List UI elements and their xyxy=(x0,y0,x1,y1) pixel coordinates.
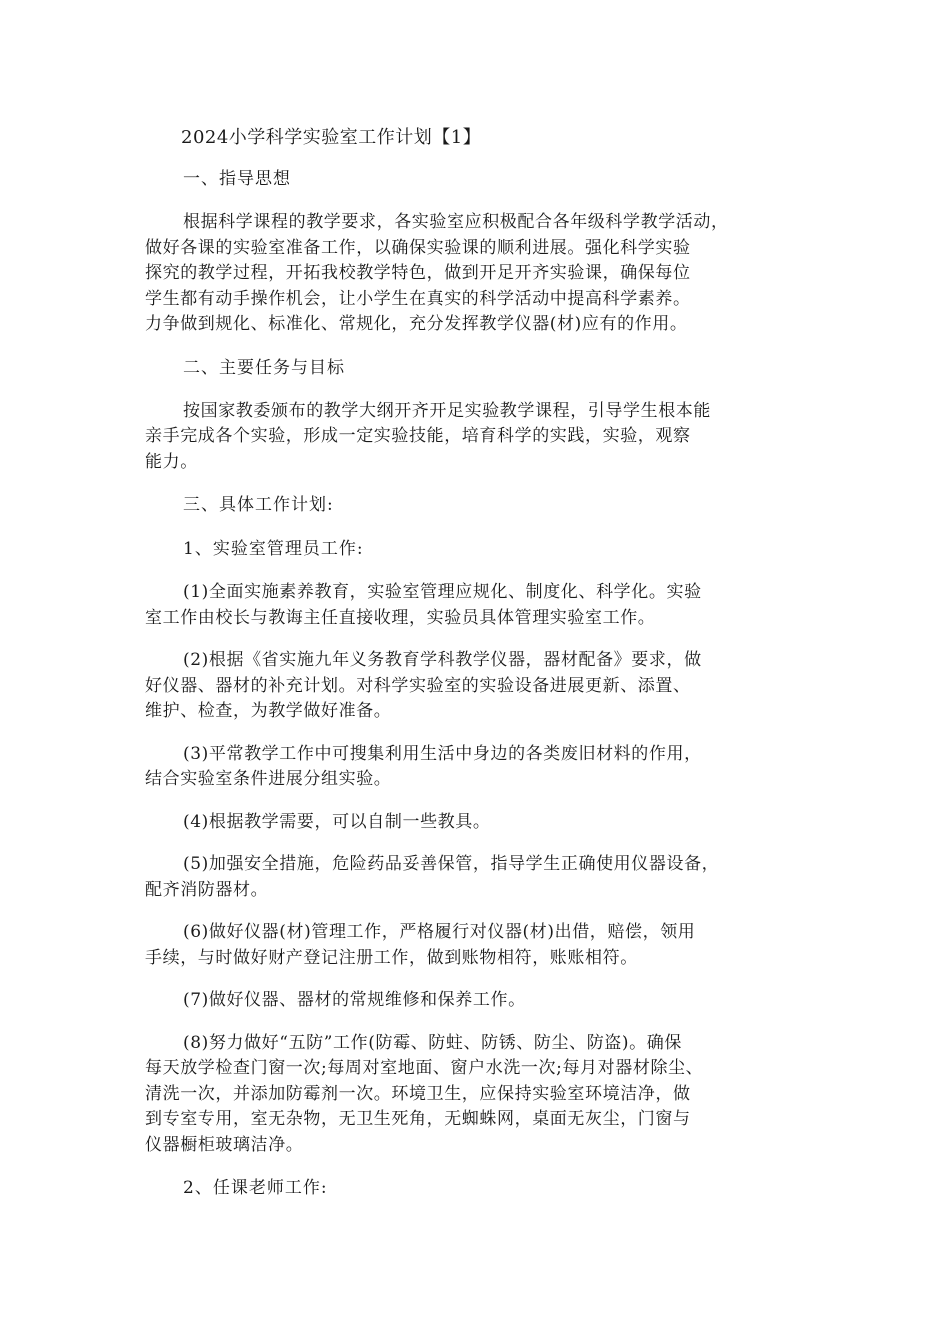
paragraph xyxy=(145,210,825,338)
paragraph xyxy=(145,1031,825,1159)
paragraph-line: 结合实验室条件进展分组实验。 xyxy=(145,769,392,789)
paragraph xyxy=(145,742,825,793)
section-heading: 三、具体工作计划: xyxy=(183,495,334,515)
paragraph-line: 到专室专用，室无杂物，无卫生死角，无蜘蛛网，桌面无灰尘，门窗与 xyxy=(145,1109,691,1129)
paragraph-line: (7)做好仪器、器材的常规维修和保养工作。 xyxy=(183,990,526,1010)
section-heading: 二、主要任务与目标 xyxy=(183,357,345,378)
paragraph xyxy=(145,810,825,836)
paragraph-line: 手续，与时做好财产登记注册工作，做到账物相符，账账相符。 xyxy=(145,947,638,968)
document-page xyxy=(145,124,825,1219)
paragraph-line: (4)根据教学需要，可以自制一些教具。 xyxy=(183,811,491,832)
paragraph-line: (6)做好仪器(材)管理工作，严格履行对仪器(材)出借，赔偿，领用 xyxy=(183,922,696,942)
paragraph-line: 能力。 xyxy=(145,451,198,472)
paragraph-line: (8)努力做好“五防”工作(防霉、防蛀、防锈、防尘、防盗)。确保 xyxy=(183,1032,682,1053)
paragraph-line: 做好各课的实验室准备工作，以确保实验课的顺利进展。强化科学实验 xyxy=(145,237,691,258)
paragraph-line: (5)加强安全措施，危险药品妥善保管，指导学生正确使用仪器设备， xyxy=(183,854,720,874)
document-body xyxy=(145,166,825,1201)
paragraph-line: 按国家教委颁布的教学大纲开齐开足实验教学课程，引导学生根本能 xyxy=(183,400,711,421)
paragraph-line: 好仪器、器材的补充计划。对科学实验室的实验设备进展更新、添置、 xyxy=(145,675,691,696)
paragraph xyxy=(145,920,825,971)
paragraph xyxy=(145,580,825,631)
section-heading: 1、实验室管理员工作: xyxy=(183,539,364,559)
section-heading: 2、任课老师工作: xyxy=(183,1178,328,1198)
paragraph-line: 配齐消防器材。 xyxy=(145,879,269,900)
paragraph-line: 亲手完成各个实验，形成一定实验技能，培育科学的实践，实验，观察 xyxy=(145,426,691,446)
paragraph xyxy=(145,852,825,903)
section-heading: 一、指导思想 xyxy=(183,169,291,189)
document-title: 2024小学科学实验室工作计划【1】 xyxy=(181,127,482,148)
paragraph-line: 学生都有动手操作机会，让小学生在真实的科学活动中提高科学素养。 xyxy=(145,288,691,309)
paragraph-line: 根据科学课程的教学要求，各实验室应积极配合各年级科学教学活动， xyxy=(183,212,729,232)
paragraph xyxy=(145,988,825,1014)
paragraph-line: 清洗一次，并添加防霉剂一次。环境卫生，应保持实验室环境洁净，做 xyxy=(145,1083,691,1104)
paragraph xyxy=(145,399,825,476)
paragraph-line: 维护、检查，为教学做好准备。 xyxy=(145,701,392,721)
paragraph-line: 力争做到规化、标准化、常规化，充分发挥教学仪器(材)应有的作用。 xyxy=(145,314,688,334)
paragraph-line: 室工作由校长与教诲主任直接收理，实验员具体管理实验室工作。 xyxy=(145,607,656,628)
paragraph-line: (2)根据《省实施九年义务教育学科教学仪器，器材配备》要求，做 xyxy=(183,650,702,670)
paragraph-line: 探究的教学过程，开拓我校教学特色，做到开足开齐实验课，确保每位 xyxy=(145,263,691,283)
paragraph-line: 每天放学检查门窗一次;每周对室地面、窗户水洗一次;每月对器材除尘、 xyxy=(145,1058,704,1078)
paragraph-line: 仪器橱柜玻璃洁净。 xyxy=(145,1134,304,1155)
paragraph xyxy=(145,648,825,725)
paragraph-line: (3)平常教学工作中可搜集利用生活中身边的各类废旧材料的作用， xyxy=(183,743,702,764)
paragraph-line: (1)全面实施素养教育，实验室管理应规化、制度化、科学化。实验 xyxy=(183,582,702,602)
